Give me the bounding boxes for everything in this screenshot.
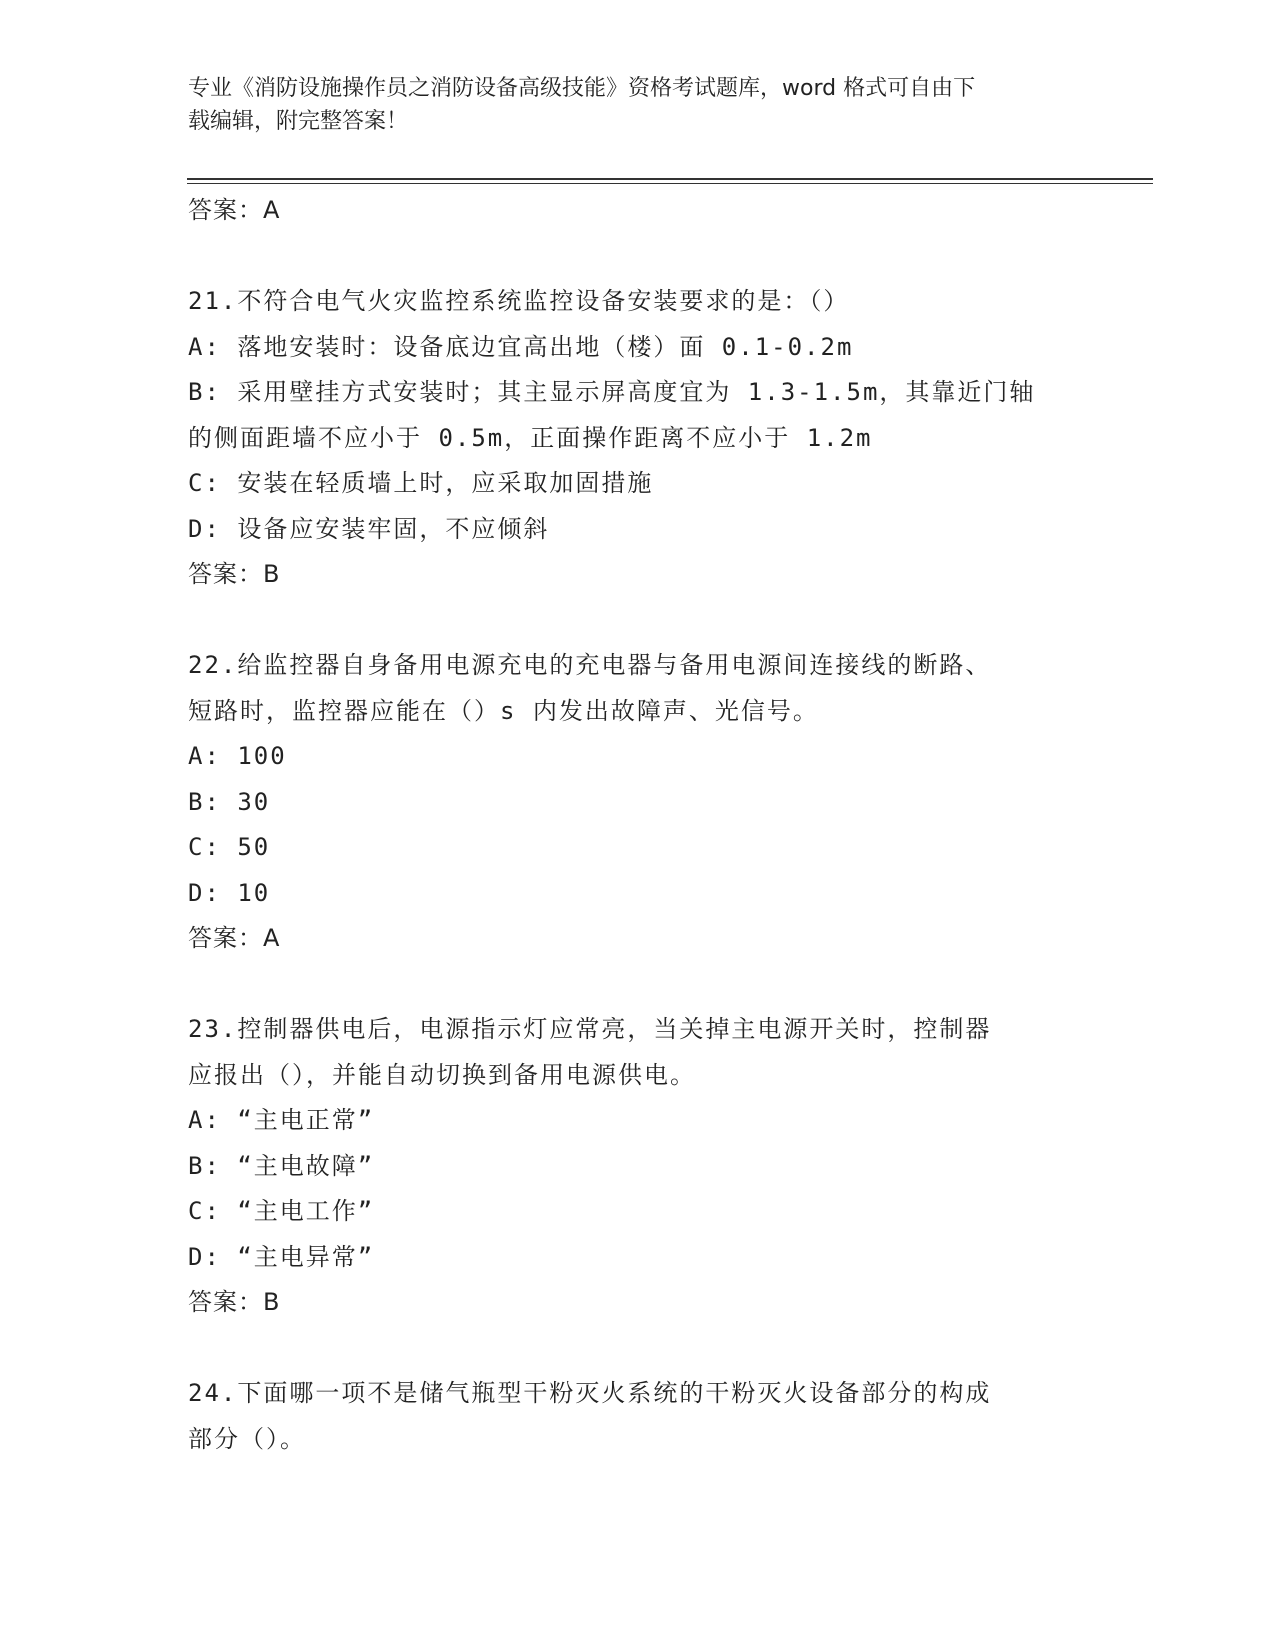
option-line: A: 100 bbox=[188, 742, 287, 770]
question-gap bbox=[188, 1326, 1088, 1372]
option-line: C: “主电工作” bbox=[188, 1197, 375, 1225]
option-line: B: 30 bbox=[188, 787, 271, 816]
question-block bbox=[188, 279, 1088, 598]
question-block bbox=[188, 643, 1088, 962]
question-stem-line: 部分（）。 bbox=[188, 1424, 306, 1453]
option-line: B: 采用壁挂方式安装时；其主显示屏高度宜为 1.3-1.5m，其靠近门轴 bbox=[188, 378, 1036, 406]
option-line: C: 安装在轻质墙上时，应采取加固措施 bbox=[188, 469, 654, 497]
header-line-2: 载编辑，附完整答案！ bbox=[188, 109, 409, 134]
question-gap bbox=[188, 598, 1088, 644]
answer-line: 答案：A bbox=[188, 924, 281, 952]
page-header bbox=[188, 72, 1088, 138]
header-line-1: 专业《消防设施操作员之消防设备高级技能》资格考试题库，word 格式可自由下 bbox=[188, 76, 976, 101]
answer-line: 答案：B bbox=[188, 1288, 281, 1316]
option-line: D: 设备应安装牢固，不应倾斜 bbox=[188, 514, 550, 543]
option-line: A: “主电正常” bbox=[188, 1106, 375, 1134]
question-stem-line: 23.控制器供电后，电源指示灯应常亮，当关掉主电源开关时，控制器 bbox=[188, 1015, 992, 1043]
option-line: D: 10 bbox=[188, 878, 271, 907]
question-gap bbox=[188, 962, 1088, 1008]
question-block bbox=[188, 1007, 1088, 1326]
question-stem-line: 24.下面哪一项不是储气瓶型干粉灭火系统的干粉灭火设备部分的构成 bbox=[188, 1379, 992, 1407]
option-line: A: 落地安装时：设备底边宜高出地（楼）面 0.1-0.2m bbox=[188, 332, 854, 361]
question-gap bbox=[188, 234, 1088, 280]
question-body bbox=[188, 188, 1088, 1462]
question-stem-line: 22.给监控器自身备用电源充电的充电器与备用电源间连接线的断路、 bbox=[188, 651, 992, 679]
answer-line: 答案：B bbox=[188, 560, 281, 588]
option-line: C: 50 bbox=[188, 833, 271, 861]
option-line: B: “主电故障” bbox=[188, 1151, 375, 1180]
question-stem-line: 短路时，监控器应能在（）s 内发出故障声、光信号。 bbox=[188, 696, 819, 725]
header-rule-thin bbox=[187, 183, 1153, 184]
answer-line: 答案：A bbox=[188, 196, 281, 224]
header-rule-thick bbox=[187, 178, 1153, 180]
question-block bbox=[188, 1371, 1088, 1462]
question-stem-line: 21.不符合电气火灾监控系统监控设备安装要求的是：（） bbox=[188, 287, 850, 315]
question-stem-line: 应报出（），并能自动切换到备用电源供电。 bbox=[188, 1060, 696, 1089]
option-line: D: “主电异常” bbox=[188, 1242, 375, 1271]
option-line: 的侧面距墙不应小于 0.5m，正面操作距离不应小于 1.2m bbox=[188, 423, 873, 452]
